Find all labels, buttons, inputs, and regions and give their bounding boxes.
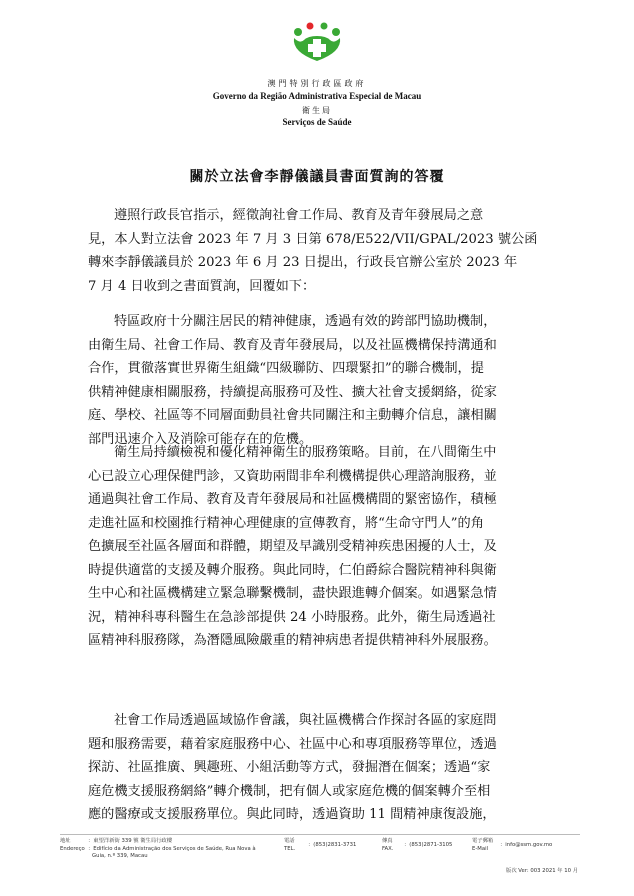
letterhead <box>0 22 634 127</box>
text-line: 見，本人對立法會 2023 年 7 月 3 日第 678/E522/VII/GPAL/2023 號公函 <box>88 231 538 247</box>
text-line: 應的醫療或支援服務單位。與此同時，透過資助 11 間精神康復設施， <box>88 807 496 822</box>
text-line: 社會工作局透過區域協作會議，與社區機構合作探討各區的家庭問 <box>114 713 497 728</box>
government-name-chinese: 澳門特別行政區政府 <box>267 79 367 88</box>
tel-value: ：(853)2831-3731 <box>308 842 357 848</box>
email-label: 電子郵箱 E-Mail <box>472 838 494 852</box>
text-line: 通過與社會工作局、教育及青年發展局和社區機構間的緊密協作，積極 <box>88 492 497 507</box>
text-line: 7 月 4 日收到之書面質詢，回覆如下： <box>88 278 316 294</box>
text-line: 特區政府十分關注居民的精神健康，透過有效的跨部門協助機制， <box>114 314 497 329</box>
address-value: ：東望洋新街 339 號 衛生局行政樓 ：Edifício da Administração dos Serviços de Saúde, Rua Nova à Guia, n.º 339, Macau <box>88 838 256 859</box>
bureau-name-portuguese: Serviços de Saúde <box>282 117 352 127</box>
paragraph-2 <box>88 441 548 653</box>
text-line: 生中心和社區機構建立緊急聯繫機制，盡快跟進轉介個案。如遇緊急情 <box>88 586 497 601</box>
text-line: 由衛生局、社會工作局、教育及青年發展局，以及社區機構保持溝通和 <box>88 337 497 353</box>
tel-label: 電話 TEL. <box>284 838 296 852</box>
text-line: 庭危機支援服務網絡”轉介機制，把有個人或家庭危機的個案轉介至相 <box>88 783 491 799</box>
address-label: 地址 Endereço <box>60 838 85 852</box>
text-line: 況，精神科專科醫生在急診部提供 24 小時服務。此外，衛生局透過社 <box>88 609 496 625</box>
text-line: 探訪、社區推廣、興趣班、小組活動等方式，發掘潛在個案；透過“家 <box>88 760 491 775</box>
paragraph-1 <box>88 310 548 451</box>
paragraph-intro <box>88 204 548 298</box>
text-line: 心已設立心理保健門診，又資助兩間非牟利機構提供心理諮詢服務，並 <box>88 468 497 484</box>
text-line: 供精神健康相關服務，持續提高服務可及性、擴大社會支援網絡，從家 <box>88 384 497 400</box>
text-line: 合作，貫徹落實世界衛生組織“四級聯防、四環緊扣”的聯合機制，提 <box>88 361 484 376</box>
government-name-portuguese: Governo da Região Administrativa Especial de Macau <box>212 91 422 101</box>
text-line: 時提供適當的支援及轉介服務。與此同時，仁伯爵綜合醫院精神科與衛 <box>88 562 497 578</box>
text-line: 轉來李靜儀議員於 2023 年 6 月 23 日提出，行政長官辦公室於 2023 年 <box>88 255 518 270</box>
footer-divider <box>60 834 580 835</box>
fax-value: ：(853)2871-3105 <box>404 842 453 848</box>
text-line: 色擴展至社區各層面和群體，期望及早識別受精神疾患困擾的人士，及 <box>88 539 497 554</box>
text-line: 走進社區和校園推行精神心理健康的宣傳教育，將“生命守門人”的角 <box>88 515 484 531</box>
document-title: 關於立法會李靜儀議員書面質詢的答覆 <box>189 169 445 185</box>
version-reference: 版次 Ver: 003 2021 年 10 月 <box>506 868 578 874</box>
fax-label: 傳真 FAX. <box>382 838 394 852</box>
bureau-name-chinese: 衛生局 <box>302 106 332 115</box>
email-value: ：info@ssm.gov.mo <box>500 842 553 848</box>
text-line: 衛生局持續檢視和優化精神衛生的服務策略。目前，在八間衛生中 <box>114 445 497 460</box>
text-line: 遵照行政長官指示，經徵詢社會工作局、教育及青年發展局之意 <box>114 208 484 223</box>
text-line: 題和服務需要，藉着家庭服務中心、社區中心和專項服務等單位，透過 <box>88 736 497 752</box>
health-bureau-logo <box>290 22 344 62</box>
text-line: 區精神科服務隊，為潛隱風險嚴重的精神病患者提供精神科外展服務。 <box>88 633 497 648</box>
paragraph-3 <box>88 709 548 827</box>
text-line: 庭、學校、社區等不同層面動員社會共同關注和主動轉介信息，讓相關 <box>88 408 497 423</box>
text-line: 部門迅速介入及消除可能存在的危機。 <box>88 431 313 447</box>
